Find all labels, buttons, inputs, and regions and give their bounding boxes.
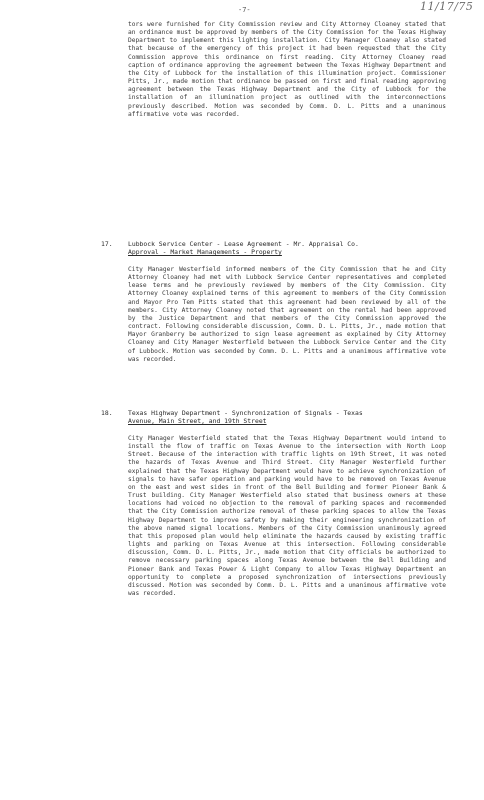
- item-heading-17-line-2: Approval - Market Managements - Property: [128, 248, 282, 257]
- item-heading-18: [128, 409, 446, 425]
- handwritten-date-stamp: 11/17/75: [420, 0, 474, 13]
- page-number: -7-: [238, 6, 251, 14]
- paragraph-continued: tors were furnished for City Commission review and City Attorney Cloaney stated that an ordinance must be approved by members of the City Commission for the Texas Highway Department to implement this lighting installation. City Manager Cloaney also stated that because of the emergency of this project it had been requested that the City Commission approve this ordinance on first reading. City Attorney Cloaney read caption of ordinance approving the agreement between the Texas Highway Department and the City of Lubbock for the installation of this illumination project. Commissioner Pitts, Jr., made motion that ordinance be passed on first and final reading approving agreement between the Texas Highway Department and the City of Lubbock for the installation of an illumination project as outlined with the interconnections previously described. Motion was seconded by Comm. D. L. Pitts and a unanimous affirmative vote was recorded.: [128, 21, 446, 118]
- item-heading-18-line-1: Texas Highway Department - Synchronization of Signals - Texas: [128, 409, 363, 417]
- item-number-17: 17.: [101, 240, 113, 248]
- item-body-17: City Manager Westerfield informed members of the City Commission that he and City Attorney Cloaney had met with Lubbock Service Center representatives and completed lease terms and he previously reviewed by members of the City Commission. City Attorney Cloaney explained terms of this agreement to members of the City Commission and Mayor Pro Tem Pitts stated that this agreement had been reviewed by all of the members. City Attorney Cloaney noted that agreement on the rental had been approved by the Justice Department and that members of the City Commission approved the contract. Following considerable discussion, Comm. D. L. Pitts, Jr., made motion that Mayor Granberry be authorized to sign lease agreement as explained by City Attorney Cloaney and City Manager Westerfield between the Lubbock Service Center and the City of Lubbock. Motion was seconded by Comm. D. L. Pitts and a unanimous affirmative vote was recorded.: [128, 266, 446, 363]
- item-number-18: 18.: [101, 409, 113, 417]
- item-heading-17: [128, 240, 446, 256]
- item-heading-17-line-1: Lubbock Service Center - Lease Agreement - Mr. Appraisal Co.: [128, 240, 359, 248]
- item-heading-18-line-2: Avenue, Main Street, and 19th Street: [128, 417, 267, 426]
- item-body-18: City Manager Westerfield stated that the Texas Highway Department would intend to install the flow of traffic on Texas Avenue to the intersection with North Loop Street. Because of the interaction with traffic lights on 19th Street, it was noted the hazards of Texas Avenue and Third Street. City Manager Westerfield further explained that the Texas Highway Department would have to achieve synchronization of signals to have safer operation and parking would have to be removed on Texas Avenue on the east and west sides in front of the Bell Building and former Pioneer Bank & Trust building. City Manager Westerfield also stated that business owners at these locations had voiced no objection to the removal of parking spaces and recommended that the City Commission authorize removal of these parking spaces to allow the Texas Highway Department to improve safety by making their engineering synchronization of the above named signal locations. Members of the City Commission unanimously agreed that this proposed plan would help eliminate the hazards caused by existing traffic lights and parking on Texas Avenue at this intersection. Following considerable discussion, Comm. D. L. Pitts, Jr., made motion that City officials be authorized to remove necessary parking spaces along Texas Avenue between the Bell Building and Pioneer Bank and Texas Power & Light Company to allow Texas Highway Department an opportunity to complete a proposed synchronization of intersections previously discussed. Motion was seconded by Comm. D. L. Pitts and a unanimous affirmative vote was recorded.: [128, 435, 446, 597]
